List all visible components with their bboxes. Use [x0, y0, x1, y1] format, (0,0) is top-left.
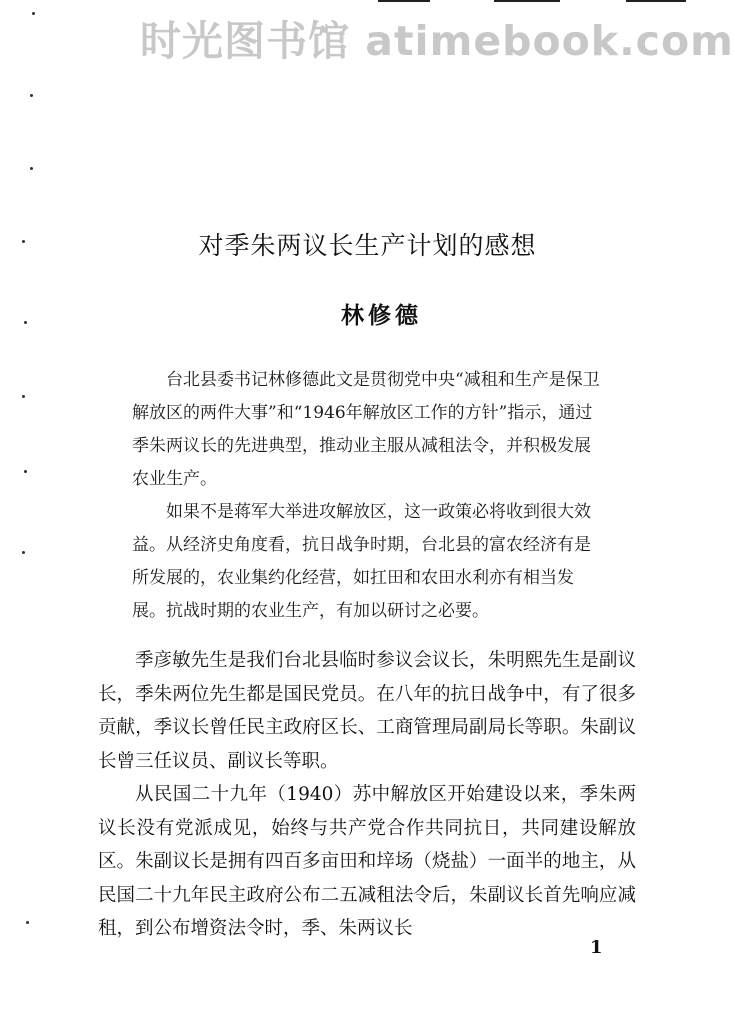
top-rule-2: [494, 0, 560, 2]
margin-speck: [32, 12, 35, 15]
intro-paragraph: 台北县委书记林修德此文是贯彻党中央“减租和生产是保卫解放区的两件大事”和“1946年解放区工作的方针”指示，通过季朱两议长的先进典型，推动业主服从减租法令，并积极发展农业生产。: [132, 370, 600, 489]
margin-speck: [22, 551, 25, 554]
margin-speck: [30, 167, 33, 170]
body-paragraph: 季彦敏先生是我们台北县临时参议会议长，朱明熙先生是副议长，季朱两位先生都是国民党员。在八年的抗日战争中，有了很多贡献，季议长曾任民主政府区长、工商管理局副局长等职。朱副议长曾三任议员、副议长等职。: [98, 650, 636, 772]
margin-speck: [22, 395, 25, 398]
editor-introduction: [132, 364, 602, 628]
article-body: [98, 644, 636, 946]
top-rule-3: [626, 0, 686, 2]
article-title: 对季朱两议长生产计划的感想: [198, 231, 537, 260]
page-number: 1: [590, 937, 603, 958]
margin-speck: [26, 921, 29, 924]
intro-paragraph: 如果不是蒋军大举进攻解放区，这一政策必将收到很大效益。从经济史角度看，抗日战争时期，台北县的富农经济有是所发展的，农业集约化经营，如扛田和农田水利亦有相当发展。抗战时期的农业生产，有加以研讨之必要。: [132, 502, 591, 621]
top-rule-1: [378, 0, 430, 2]
margin-speck: [24, 470, 27, 473]
watermark-text: 时光图书馆 atimebook.com: [140, 17, 734, 65]
margin-speck: [30, 94, 33, 97]
article-author: 林修德: [341, 302, 422, 329]
body-paragraph: 从民国二十九年（1940）苏中解放区开始建设以来，季朱两议长没有党派成见，始终与共产党合作共同抗日，共同建设解放区。朱副议长是拥有四百多亩田和垶场（烧盐）一面半的地主，从民国二十九年民主政府公布二五减租法令后，朱副议长首先响应减租，到公布增资法令时，季、朱两议长: [98, 784, 636, 939]
